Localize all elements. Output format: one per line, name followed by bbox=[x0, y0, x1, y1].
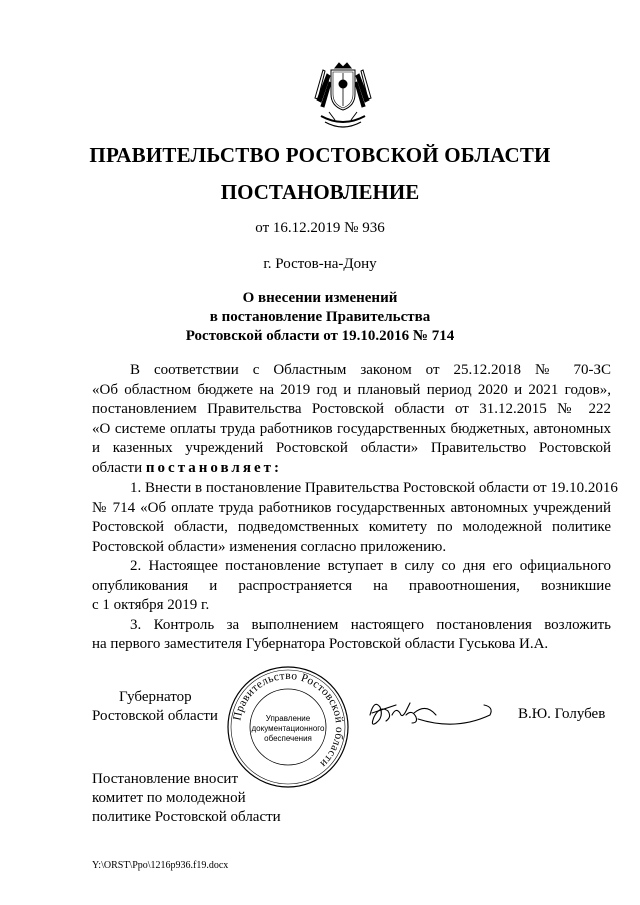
item-line: Ростовской области, подведомственных комитету по молодежной политике bbox=[92, 519, 611, 535]
stamp-center-line: обеспечения bbox=[264, 734, 312, 743]
subject-line: О внесении изменений bbox=[242, 290, 398, 306]
signatory-position bbox=[92, 688, 218, 726]
submitter-note-line: комитет по молодежной bbox=[92, 790, 246, 806]
submitter-note-line: Постановление вносит bbox=[92, 771, 239, 787]
stamp-ring-text: Правительство Ростовской области bbox=[231, 669, 346, 770]
file-path-footer: Y:\ORST\Ppo\1216p936.f19.docx bbox=[92, 860, 229, 871]
preamble-line: постановлением Правительства Ростовской области от 31.12.2015 № 222 bbox=[92, 401, 611, 417]
item-line: на первого заместителя Губернатора Ростовской области Гуськова И.А. bbox=[92, 636, 549, 652]
preamble-line: «О системе оплаты труда работников государственных бюджетных, автономных bbox=[92, 420, 611, 437]
item-line: 2. Настоящее постановление вступает в силу со дня его официального bbox=[130, 558, 611, 574]
handwritten-signature bbox=[366, 693, 496, 733]
coat-of-arms-icon bbox=[313, 60, 373, 132]
organization-title: ПРАВИТЕЛЬСТВО РОСТОВСКОЙ ОБЛАСТИ bbox=[89, 143, 551, 167]
document-city: г. Ростов-на-Дону bbox=[263, 256, 377, 272]
submitter-note bbox=[92, 770, 281, 827]
item-line: № 714 «Об оплате труда работников государственных автономных учреждений bbox=[92, 499, 611, 516]
stamp-center-line: Управление bbox=[265, 714, 311, 723]
preamble-line: и казенных учреждений Ростовской области» Правительство Ростовской bbox=[92, 440, 611, 456]
decree-items bbox=[92, 479, 618, 655]
preamble-line: В соответствии с Областным законом от 25.12.2018 № 70-ЗС bbox=[130, 362, 611, 378]
preamble-line-start: области bbox=[92, 459, 143, 476]
signatory-position-line: Ростовской области bbox=[92, 708, 218, 724]
item-line: опубликования и распространяется на правоотношения, возникшие bbox=[92, 577, 611, 594]
preamble-line-last bbox=[92, 459, 611, 479]
item-line: Ростовской области» изменения согласно приложению. bbox=[92, 538, 447, 555]
decree-word: постановляет: bbox=[145, 459, 282, 476]
preamble-paragraph bbox=[92, 361, 611, 478]
preamble-line: «Об областном бюджете на 2019 год и плановый период 2020 и 2021 годов», bbox=[92, 381, 611, 398]
stamp-center-line: документационного bbox=[251, 724, 325, 733]
document-type: ПОСТАНОВЛЕНИЕ bbox=[220, 180, 420, 204]
subject-line: в постановление Правительства bbox=[209, 309, 431, 325]
signatory-position-line: Губернатор bbox=[119, 689, 192, 705]
submitter-note-line: политике Ростовской области bbox=[92, 809, 281, 825]
signer-name: В.Ю. Голубев bbox=[518, 706, 606, 722]
item-line: 3. Контроль за выполнением настоящего постановления возложить bbox=[130, 616, 611, 633]
subject-line: Ростовской области от 19.10.2016 № 714 bbox=[185, 328, 455, 344]
item-line: 1. Внести в постановление Правительства Ростовской области от 19.10.2016 bbox=[130, 480, 618, 496]
item-line: с 1 октября 2019 г. bbox=[92, 597, 210, 613]
document-subject bbox=[0, 289, 640, 346]
document-date-number: от 16.12.2019 № 936 bbox=[255, 220, 385, 236]
